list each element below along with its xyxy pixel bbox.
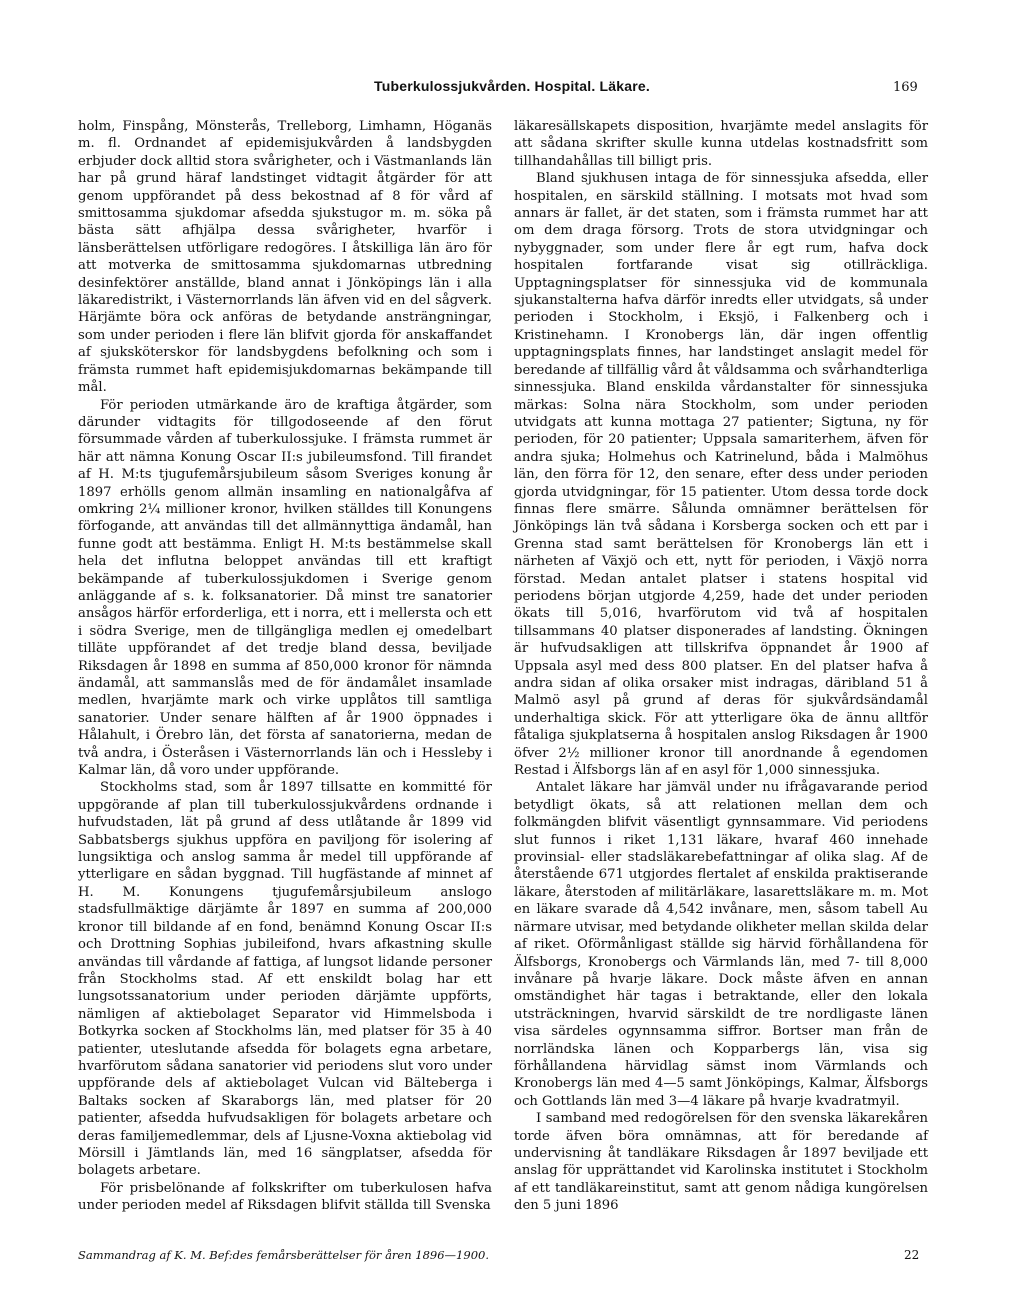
page-number: 169 — [893, 80, 918, 95]
right-column — [514, 118, 928, 1215]
paragraph: Bland sjukhusen intaga de för sinnessjuka afsedda, eller hospitalen, en särskild ställning. I motsats mot hvad som annars är fallet, är det staten, som i främsta rummet har att om dem draga försorg. Trots de stora utvidgningar och nybyggnader, som under flere år egt rum, hafva dock hospitalen fortfarande visat sig otillräckliga. Upptagningsplatser för sinnessjuka vid de kommunala sjukanstalterna hafva därför inredts eller utvidgats, så under perioden i Stockholm, i Eksjö, i Falkenberg och i Kristinehamn. I Kronobergs län, där ingen offentlig upptagningsplats finnes, har landstinget anslagit medel för beredande af tillfällig vård åt våldsamma och svårhandterliga sinnessjuka. Bland enskilda vårdanstalter för sinnessjuka märkas: Solna nära Stockholm, som under perioden utvidgats att kunna mottaga 27 patienter; Sigtuna, ny för perioden, för 20 patienter; Uppsala samariterhem, äfven för andra sjuka; Holmehus och Katrinelund, båda i Malmöhus län, den förra för 12, den senare, efter dess under perioden gjorda utvidgningar, för 15 patienter. Utom dessa torde dock finnas flere smärre. Sålunda omnämner berättelsen för Jönköpings län två sådana i Korsberga socken och ett par i Grenna stad samt berättelsen för Kronobergs län ett i närheten af Växjö och ett, nytt för perioden, i Växjö norra förstad. Medan antalet platser i statens hospital vid periodens början utgjorde 4,259, hade det under perioden ökats till 5,016, hvarförutom vid två af hospitalen tillsammans 40 platser disponerades af landsting. Ökningen är hufvudsakligen att tillskrifva öppnandet år 1900 af Uppsala asyl med dess 800 platser. En del platser hafva å andra sidan af olika orsaker mist indragas, däribland 51 å Malmö asyl på grund af deras för sjukvårdsändamål underhaltiga skick. För att ytterligare öka de ännu alltför fåtaliga sjukplatserna å hospitalen anslog Riksdagen år 1900 öfver 2½ millioner kronor till anordnande å egendomen Restad i Älfsborgs län af en asyl för 1,000 sinnessjuka. — [514, 171, 928, 779]
paragraph: holm, Finspång, Mönsterås, Trelleborg, Limhamn, Höganäs m. fl. Ordnandet af epidemisjukvården å landsbygden erbjuder dock alltid stora svårigheter, och i Västmanlands län har på grund häraf landstinget vidtagit åtgärder för att genom uppförandet på dess bekostnad af 8 för vård af smittosamma sjukdomar afsedda sjukstugor m. m. söka på bästa sätt afhjälpa dessa svårigheter, hvarför i länsberättelsen utförligare redogöres. I åtskilliga län äro för att motverka de smittosamma sjukdomarnas utbredning desinfektörer anställde, bland annat i Jönköpings län i alla läkaredistrikt, i Västernorrlands län äfven vid en del sågverk. Härjämte böra ock anföras de betydande ansträngningar, som under perioden i flere län blifvit gjorda för anskaffandet af sjuksköterskor för landsbygdens befolkning och som i främsta rummet haft epidemisjukdomarnas bekämpande till mål. — [78, 119, 492, 396]
footer-signature: Sammandrag af K. M. Bef:des femårsberättelser för åren 1896—1900. — [78, 1248, 489, 1262]
paragraph: Antalet läkare har jämväl under nu ifrågavarande period betydligt ökats, så att relationen mellan dem och folkmängden blifvit väsentligt gynnsammare. Vid periodens slut funnos i riket 1,131 läkare, hvaraf 460 innehade provinsial- eller stadsläkarebefattningar af olika slag. Af de återstående 671 utgjordes flertalet af enskilda praktiserande läkare, återstoden af militärläkare, lasarettsläkare m. m. Mot en läkare svarade då 4,542 invånare, men, såsom tabell Au närmare utvisar, med betydande olikheter mellan skilda delar af riket. Oförmånligast ställde sig härvid förhållandena för Älfsborgs, Kronobergs och Värmlands län, med 7- till 8,000 invånare på hvarje läkare. Dock måste äfven en annan omständighet här tagas i betraktande, eller den lokala utsträckningen, hvarvid särskildt de tre nordligaste länen visa särdeles ogynnsamma siffror. Bortser man från de norrländska länen och Kopparbergs län, visa sig förhållandena härvidlag sämst inom Värmlands och Kronobergs län med 4—5 samt Jönköpings, Kalmar, Älfsborgs och Gottlands län med 3—4 läkare på hvarje kvadratmyil. — [514, 780, 928, 1109]
running-header: Tuberkulossjukvården. Hospital. Läkare. — [374, 78, 650, 94]
paragraph: För prisbelönande af folkskrifter om tuberkulosen hafva under perioden medel af Riksdagen blifvit ställda till Svenska — [78, 1180, 492, 1214]
signature-number: 22 — [904, 1248, 920, 1262]
paragraph: För perioden utmärkande äro de kraftiga åtgärder, som därunder vidtagits för tillgodoseende af den förut försummade vården af tuberkulossjuke. I främsta rummet är här att nämna Konung Oscar II:s jubileumsfond. Till firandet af H. M:ts tjugufemårsjubileum såsom Sveriges konung år 1897 erhölls genom allmän insamling en nationalgåfva af omkring 2¼ millioner kronor, hvilken ställdes till Konungens förfogande, att användas till det allmännyttiga ändamål, han funne godt att bestämma. Enligt H. M:ts bestämmelse skall hela det influtna beloppet användas till ett kraftigt bekämpande af tuberkulossjukdomen i Sverige genom anläggande af s. k. folksanatorier. Då minst tre sanatorier ansågos härför erforderliga, ett i norra, ett i mellersta och ett i södra Sverige, men de tillgängliga medlen ej omedelbart tilläte uppförandet af det tredje bland dessa, beviljade Riksdagen år 1898 en summa af 850,000 kronor för nämnda ändamål, att sammanslås med de för ändamålet insamlade medlen, hvarjämte mark och virke upplåtos till samtliga sanatorier. Under senare hälften af år 1900 öppnades i Hålahult, i Örebro län, det första af sanatorierna, medan de två andra, i Österåsen i Västernorrlands län och i Hessleby i Kalmar län, då voro under uppförande. — [78, 397, 492, 779]
paragraph: läkaresällskapets disposition, hvarjämte medel anslagits för att sådana skrifter skulle kunna utdelas kostnadsfritt som tillhandahållas till billigt pris. — [514, 119, 928, 169]
paragraph: Stockholms stad, som år 1897 tillsatte en kommitté för uppgörande af plan till tuberkulossjukvårdens ordnande i hufvudstaden, lät på grund af dess utlåtande år 1899 vid Sabbatsbergs sjukhus uppföra en paviljong för isolering af lungsiktiga och anslog samma år medel till uppförande af ytterligare en sådan byggnad. Till hugfästande af minnet af H. M. Konungens tjugufemårsjubileum anslogo stadsfullmäktige därjämte år 1897 en summa af 200,000 kronor till bildande af en fond, benämnd Konung Oscar II:s och Drottning Sophias jubileifond, hvars afkastning skulle användas till vårdande af fattiga, af lungsot lidande personer från Stockholms stad. Af ett enskildt bolag har ett lungsotssanatorium under perioden därjämte uppförts, nämligen af aktiebolaget Separator vid Himmelsboda i Botkyrka socken af Stockholms län, med platser för 35 à 40 patienter, uteslutande afsedda för bolagets egna arbetare, hvarförutom sådana sanatorier vid periodens slut voro under uppförande dels af aktiebolaget Vulcan vid Bälteberga i Baltaks socken af Skaraborgs län, med platser för 20 patienter, afsedda hufvudsakligen för bolagets arbetare och deras familjemedlemmar, dels af Ljusne-Voxna aktiebolag vid Mörsill i Jämtlands län, med 16 sängplatser, afsedda för bolagets arbetare. — [78, 780, 492, 1179]
left-column — [78, 118, 492, 1215]
paragraph: I samband med redogörelsen för den svenska läkarekåren torde äfven böra omnämnas, att för beredande af undervisning åt tandläkare Riksdagen år 1897 beviljade ett anslag för upprättandet vid Karolinska institutet i Stockholm af ett tandläkareinstitut, samt att genom nådiga kungörelsen den 5 juni 1896 — [514, 1111, 928, 1214]
